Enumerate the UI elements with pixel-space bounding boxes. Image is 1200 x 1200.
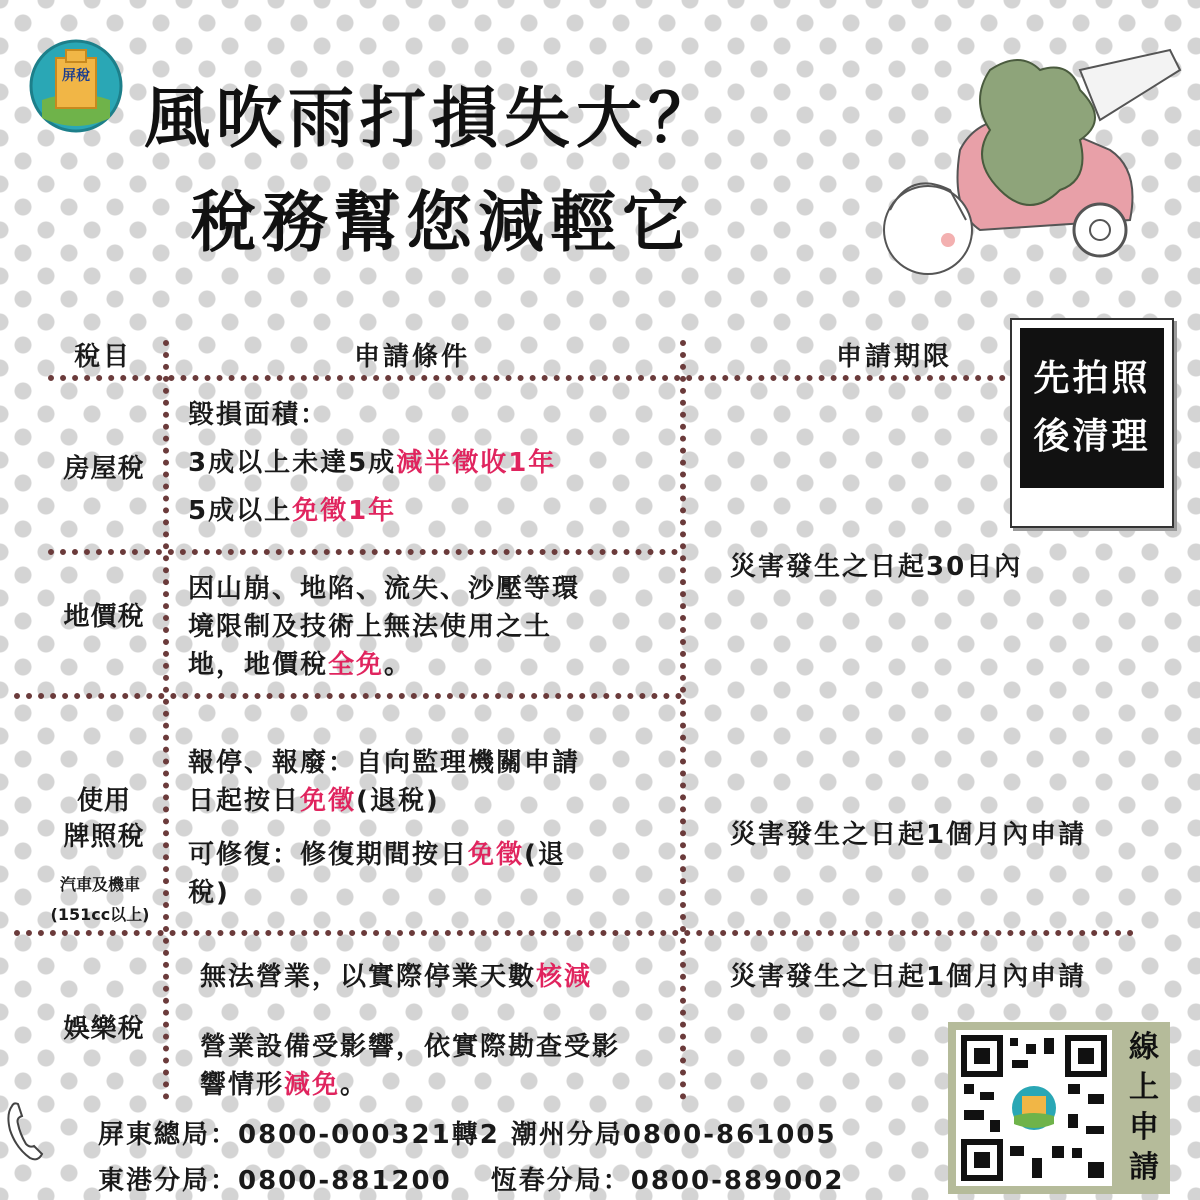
page-title-line1: 風吹雨打損失大？ — [144, 80, 720, 157]
house-line1-text: 3成以上未達5成 — [188, 448, 397, 478]
tax-house: 房屋稅 — [63, 454, 145, 484]
divider-col1 — [163, 340, 169, 1100]
tax-amusement: 娛樂稅 — [63, 1014, 145, 1044]
license-a-line2-end: (退稅) — [356, 786, 440, 816]
online-char-1: 線 — [1129, 1030, 1159, 1065]
fallen-tree-car-icon — [870, 30, 1190, 290]
amusement-b-line2-text: 響情形 — [200, 1070, 285, 1100]
house-line2-text: 5成以上 — [188, 496, 293, 526]
license-sub2: (151cc以上) — [50, 905, 150, 924]
tax-bureau-logo — [28, 38, 124, 134]
online-char-2: 上 — [1129, 1070, 1159, 1105]
amusement-a — [200, 958, 592, 996]
amusement-b-line2-end: 。 — [340, 1070, 369, 1100]
land-line3 — [188, 646, 412, 684]
tax-land: 地價稅 — [63, 602, 145, 632]
license-a-line2-highlight: 免徵 — [300, 786, 357, 816]
logo-text: 屏稅 — [62, 68, 90, 84]
badge-line1: 先拍照 — [1033, 358, 1151, 399]
divider-col2 — [680, 340, 686, 1100]
amusement-b-line2 — [200, 1066, 368, 1104]
house-line2 — [188, 492, 396, 530]
page-title-line2: 稅務幫您減輕它 — [190, 184, 694, 261]
header-condition: 申請條件 — [354, 342, 471, 372]
tax-license-line1: 使用 — [76, 786, 131, 816]
deadline-1-month-license: 災害發生之日起1個月內申請 — [730, 820, 1087, 850]
license-a-line2-text: 日起按日 — [188, 786, 301, 816]
license-b-line2: 稅) — [188, 878, 230, 908]
online-char-4: 請 — [1129, 1150, 1159, 1185]
online-apply-qr[interactable] — [948, 1022, 1170, 1194]
house-line1 — [188, 444, 556, 482]
logo-emblem-icon — [28, 38, 124, 134]
license-sub1: 汽車及機車 — [59, 875, 140, 894]
license-b-line1 — [188, 836, 566, 874]
land-line3-text: 地，地價稅 — [188, 650, 329, 680]
qr-code-panel[interactable] — [956, 1030, 1112, 1186]
deadline-1-month-amusement: 災害發生之日起1個月內申請 — [730, 962, 1087, 992]
license-b-line1-text: 可修復：修復期間按日 — [188, 840, 469, 870]
qr-code-icon[interactable] — [956, 1030, 1112, 1186]
divider-license — [14, 930, 1134, 936]
land-line1: 因山崩、地陷、流失、沙壓等環 — [188, 574, 581, 604]
deadline-30-days: 災害發生之日起30日內 — [730, 552, 1023, 582]
license-b-line1-end: (退 — [524, 840, 566, 870]
phone-icon — [4, 1100, 48, 1164]
header-deadline: 申請期限 — [836, 342, 953, 372]
license-a-line1: 報停、報廢：自向監理機關申請 — [188, 748, 581, 778]
tax-license-line2: 牌照稅 — [63, 822, 145, 852]
land-line3-end: 。 — [384, 650, 413, 680]
land-line3-highlight: 全免 — [328, 650, 385, 680]
badge-line2: 後清理 — [1033, 416, 1151, 457]
amusement-a-highlight: 核減 — [536, 962, 593, 992]
divider-land — [14, 693, 682, 699]
amusement-a-text: 無法營業，以實際停業天數 — [200, 962, 537, 992]
contact-line2: 東港分局：0800-881200 恆春分局：0800-889002 — [98, 1166, 845, 1196]
photo-first-badge — [1010, 318, 1174, 528]
house-line2-highlight: 免徵1年 — [292, 496, 397, 526]
license-b-line1-highlight: 免徵 — [468, 840, 525, 870]
amusement-b-line1: 營業設備受影響，依實際勘查受影 — [200, 1032, 621, 1062]
divider-house — [48, 549, 678, 555]
license-a-line2 — [188, 782, 440, 820]
divider-header — [48, 375, 1006, 381]
contact-line1: 屏東總局：0800-000321轉2 潮州分局0800-861005 — [98, 1120, 837, 1150]
online-apply-label[interactable] — [1124, 1028, 1164, 1188]
online-char-3: 申 — [1129, 1110, 1159, 1145]
storm-illustration — [870, 30, 1190, 290]
house-intro: 毀損面積： — [188, 400, 329, 430]
amusement-b-line2-highlight: 減免 — [284, 1070, 341, 1100]
house-line1-highlight: 減半徵收1年 — [396, 448, 557, 478]
header-tax: 稅目 — [74, 342, 133, 372]
land-line2: 境限制及技術上無法使用之土 — [188, 612, 553, 642]
